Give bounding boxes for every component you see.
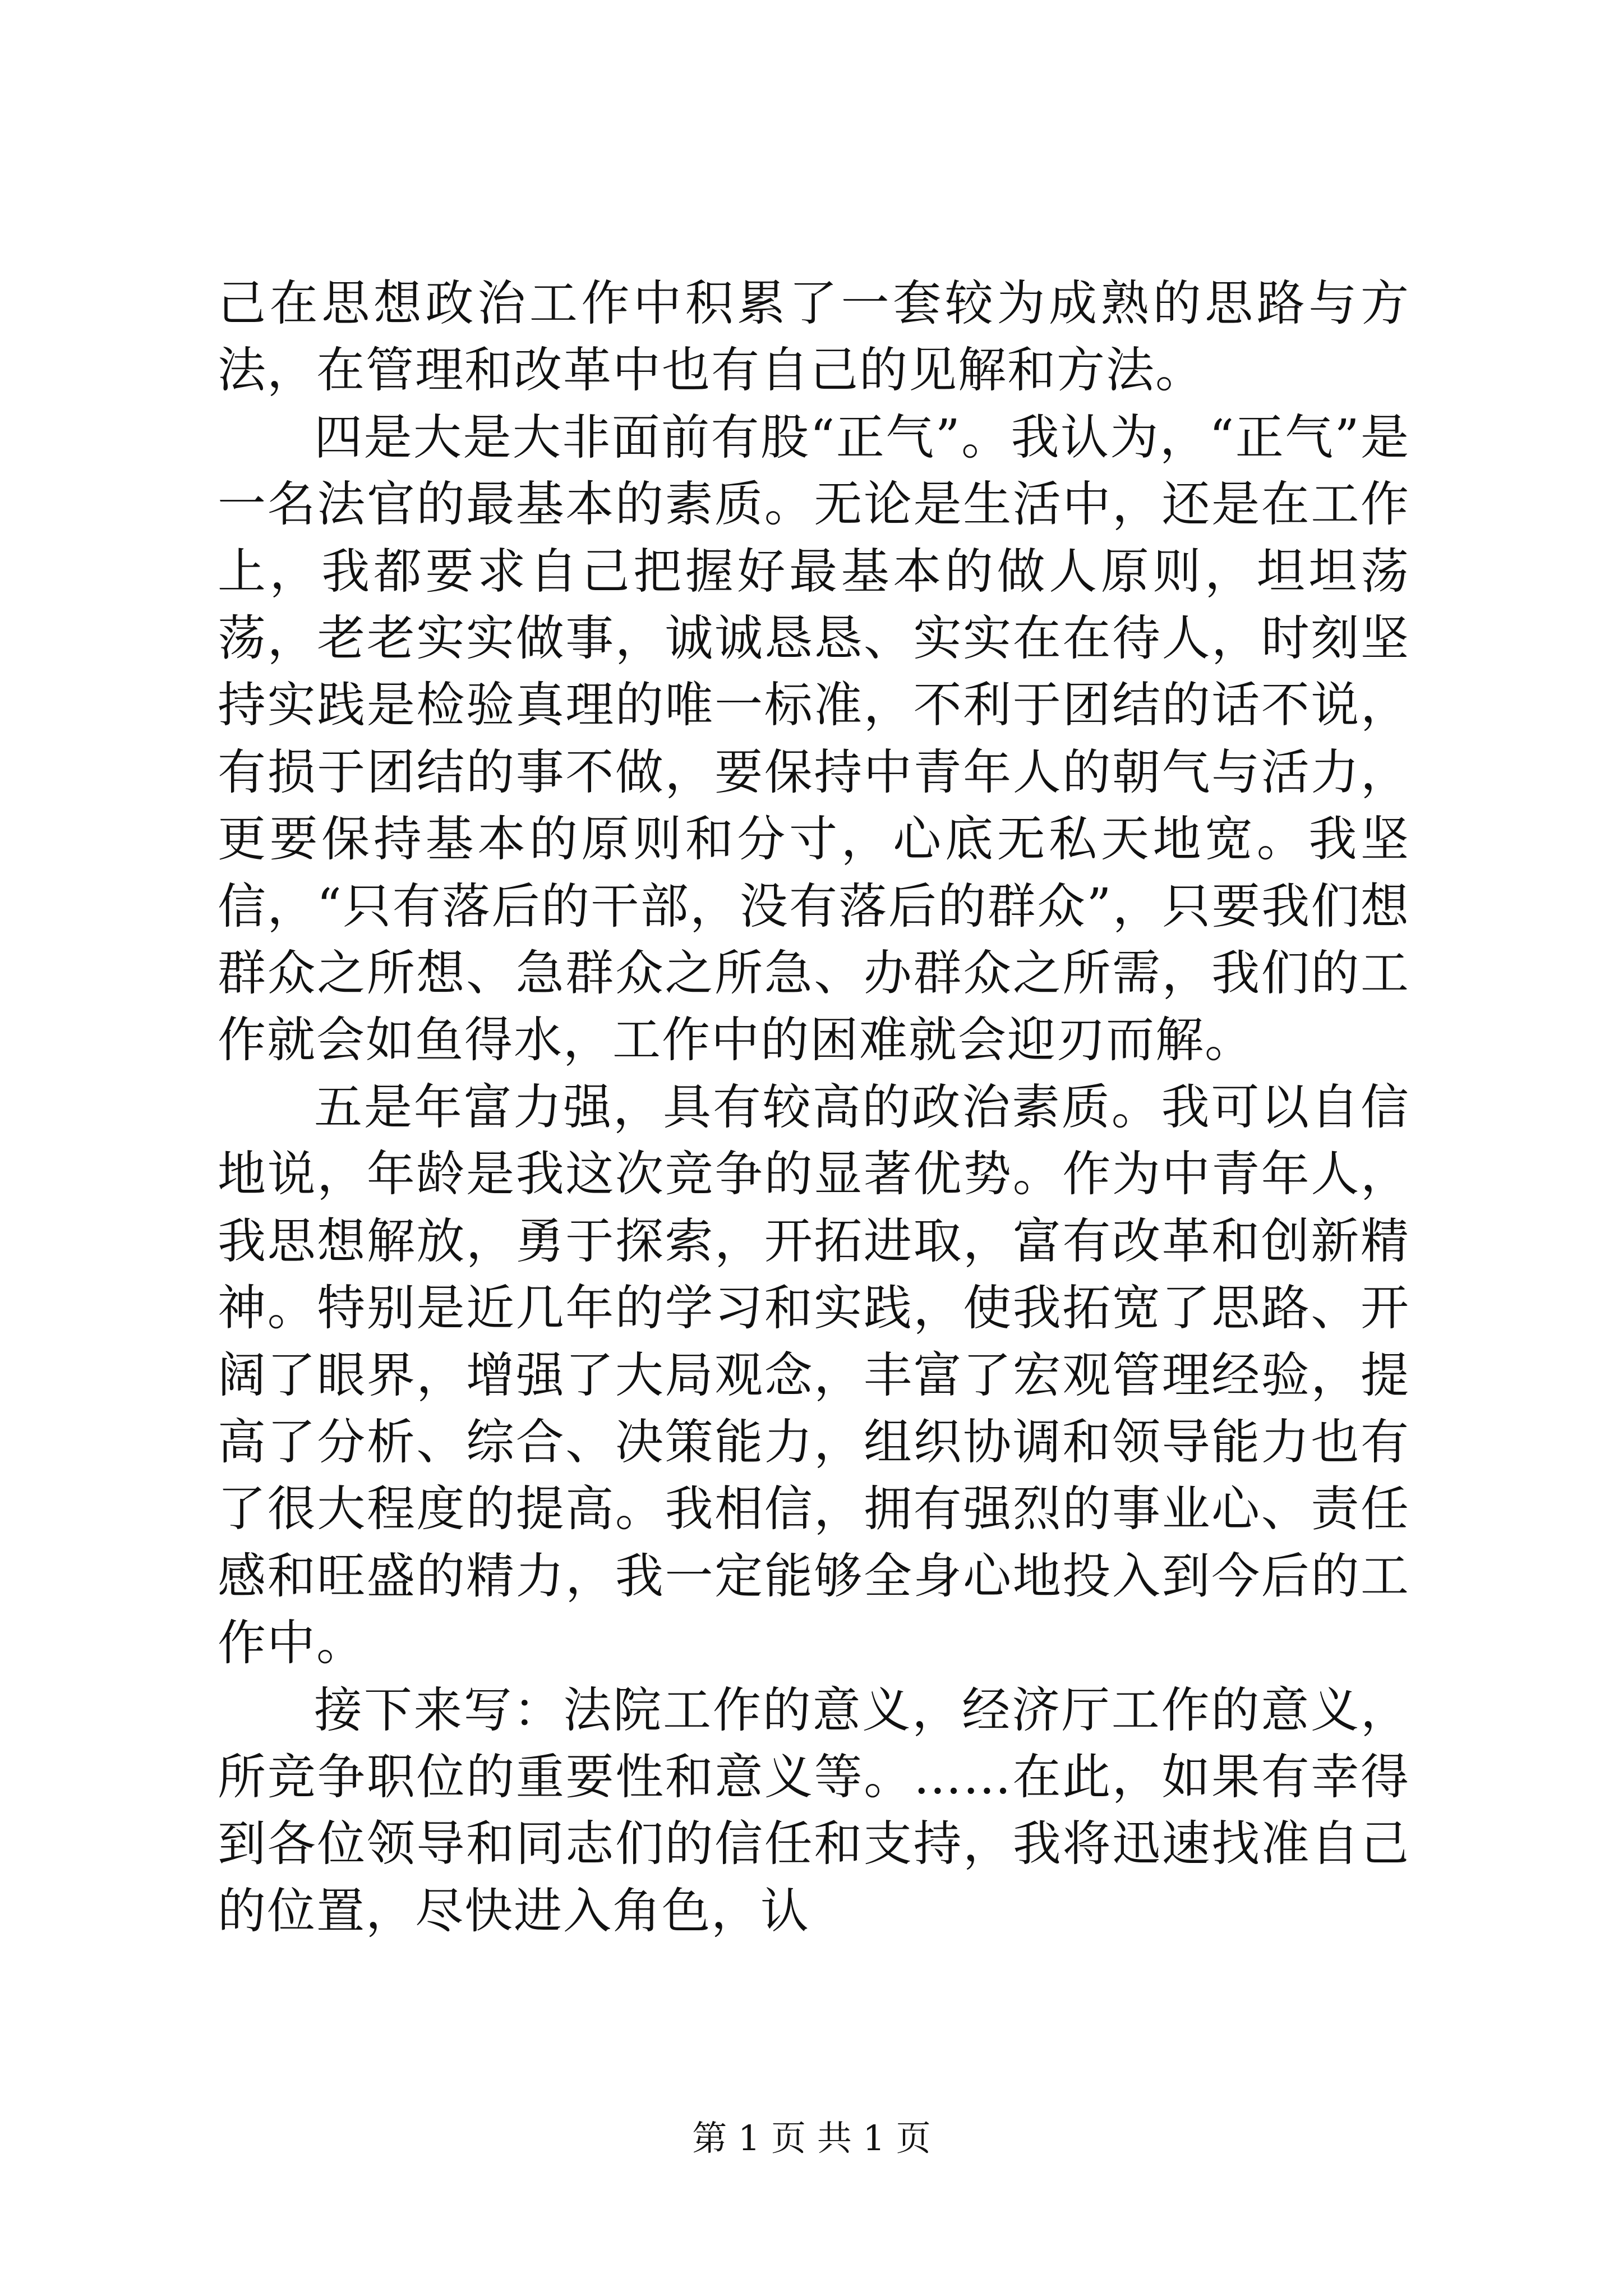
paragraph-continuation: 己在思想政治工作中积累了一套较为成熟的思路与方法，在管理和改革中也有自己的见解和方法。: [218, 275, 1410, 399]
paragraph-next-section: 接下来写：法院工作的意义，经济厅工作的意义，所竞争职位的重要性和意义等。……在此，如果有幸得到各位领导和同志们的信任和支持，我将迅速找准自己的位置，尽快进入角色，认: [218, 1682, 1410, 1939]
document-body: [218, 270, 1410, 1945]
page-footer: 第 1 页 共 1 页: [692, 2118, 931, 2159]
paragraph-four-integrity: 四是大是大非面前有股“正气”。我认为，“正气”是一名法官的最基本的素质。无论是生活中，还是在工作上，我都要求自己把握好最基本的做人原则，坦坦荡荡，老老实实做事，诚诚恳恳、实实在在待人，时刻坚持实践是检验真理的唯一标准，不利于团结的话不说，有损于团结的事不做，要保持中青年人的朝气与活力，更要保持基本的原则和分寸，心底无私天地宽。我坚信，“只有落后的干部，没有落后的群众”，只要我们想群众之所想、急群众之所急、办群众之所需，我们的工作就会如鱼得水，工作中的困难就会迎刃而解。: [218, 409, 1410, 1069]
paragraph-five-youth: 五是年富力强，具有较高的政治素质。我可以自信地说，年龄是我这次竞争的显著优势。作为中青年人，我思想解放，勇于探索，开拓进取，富有改革和创新精神。特别是近几年的学习和实践，使我拓宽了思路、开阔了眼界，增强了大局观念，丰富了宏观管理经验，提高了分析、综合、决策能力，组织协调和领导能力也有了很大程度的提高。我相信，拥有强烈的事业心、责任感和旺盛的精力，我一定能够全身心地投入到今后的工作中。: [218, 1079, 1410, 1672]
